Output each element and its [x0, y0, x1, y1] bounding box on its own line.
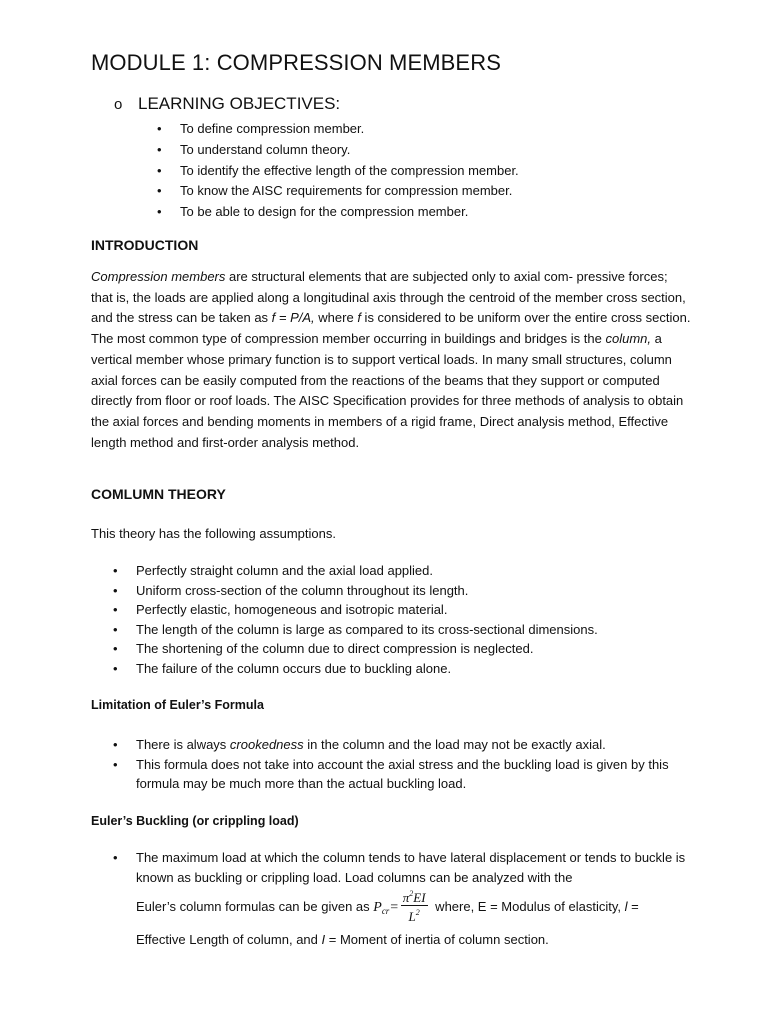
limitation-item: • This formula does not take into account the axial stress and the buckling load is given by this formula may be much more than the actual buckling load. [111, 755, 691, 794]
objective-item: • To identify the effective length of the compression member. [155, 161, 715, 182]
formula-fraction [401, 887, 428, 924]
formula-num-exp: 2 [409, 889, 414, 898]
learning-objectives-label: LEARNING OBJECTIVES: [138, 94, 341, 113]
euler-definition-line [136, 930, 691, 950]
assumption-item: • The shortening of the column due to direct compression is neglected. [111, 639, 691, 659]
euler-formula [373, 900, 399, 915]
formula-den: L [408, 909, 416, 924]
assumptions-list [111, 561, 691, 678]
euler-text: Effective Length of column, and [136, 932, 322, 947]
formula-den-exp: 2 [415, 908, 420, 917]
objective-item: • To be able to design for the compression member. [155, 202, 715, 223]
assumption-item: • The length of the column is large as compared to its cross-sectional dimensions. [111, 620, 691, 640]
formula-lhs-sub: cr [381, 905, 390, 916]
formula-numerator [401, 887, 428, 906]
column-theory-intro: This theory has the following assumptions. [91, 526, 336, 541]
intro-text: a vertical member whose primary function is to support vertical loads. In many small structures, column axial forces can be easily computed from the reactions of the beams that they support or computed directly from floor or roof loads. The AISC Specification provides for three methods of analysis to obtain the axial forces and bending moments in members of a rigid frame, Direct analysis method, Effective length method and first-order analysis method. [91, 331, 684, 450]
euler-text: Euler’s column formulas can be given as [136, 898, 374, 914]
intro-em-formula: f = P/A, [271, 310, 315, 326]
euler-item [111, 848, 691, 950]
objective-item: • To understand column theory. [155, 140, 715, 161]
formula-eq: = [389, 899, 399, 915]
euler-formula-line [136, 891, 691, 924]
limitation-text: in the column and the load may not be exactly axial. [303, 737, 606, 752]
assumption-item: • The failure of the column occurs due to buckling alone. [111, 659, 691, 679]
intro-em-compression-members: Compression members [91, 269, 226, 284]
circle-bullet-icon: o [114, 96, 123, 113]
formula-lhs: P [373, 899, 382, 915]
limitation-heading: Limitation of Euler’s Formula [91, 698, 264, 712]
euler-text: = Moment of inertia of column section. [325, 932, 549, 947]
formula-num-rest: EI [413, 890, 426, 905]
euler-text: where, E = Modulus of elasticity, [431, 898, 625, 914]
assumption-item: • Perfectly elastic, homogeneous and isotropic material. [111, 600, 691, 620]
limitation-item [111, 735, 691, 755]
intro-em-f: f [357, 310, 361, 326]
learning-objectives-heading [114, 92, 340, 117]
intro-em-column: column, [605, 331, 651, 347]
intro-text: is considered to be uniform over the entire cross section. The most common type of compression member occurring in buildings and bridges is the [91, 310, 691, 347]
euler-heading: Euler’s Buckling (or crippling load) [91, 814, 299, 828]
module-title: MODULE 1: COMPRESSION MEMBERS [91, 50, 501, 75]
assumption-item: • Perfectly straight column and the axial load applied. [111, 561, 691, 581]
euler-text: = [627, 898, 639, 914]
introduction-heading: INTRODUCTION [91, 237, 199, 253]
formula-pi: π [402, 890, 410, 905]
euler-em-i: I [321, 932, 326, 947]
limitation-em-crookedness: crookedness [229, 737, 304, 752]
objective-item: • To define compression member. [155, 119, 715, 140]
formula-denominator [401, 906, 428, 924]
intro-text: where [314, 310, 358, 326]
euler-em-l: l [624, 898, 628, 914]
euler-list [111, 848, 691, 950]
assumption-item: • Uniform cross-section of the column throughout its length. [111, 581, 691, 601]
learning-objectives-list [155, 119, 715, 223]
euler-text: • The maximum load at which the column tends to have lateral displacement or tends to buckle is known as buckling or crippling load. Load columns can be analyzed with the [136, 850, 686, 885]
column-theory-heading: COMLUMN THEORY [91, 486, 226, 502]
limitation-list [111, 735, 691, 794]
intro-text: are structural elements that are subjected only to axial com- pressive forces; that is, the loads are applied along a longitudinal axis through the centroid of the member cross section, and the stress can be taken as [91, 269, 686, 326]
introduction-paragraph [91, 267, 691, 453]
limitation-text: There is always [136, 737, 230, 752]
objective-item: • To know the AISC requirements for compression member. [155, 181, 715, 202]
